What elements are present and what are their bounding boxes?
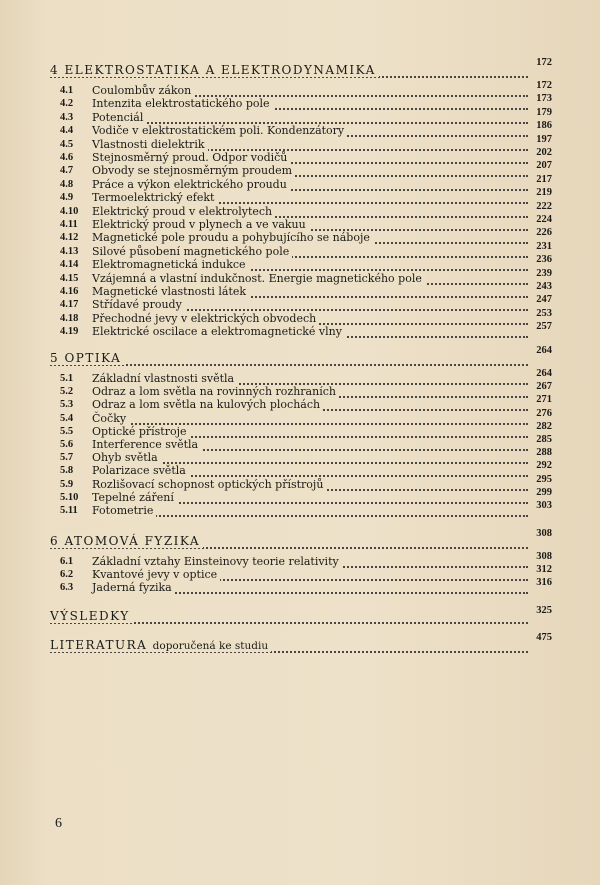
entry-title: Polarizace světla: [92, 464, 189, 478]
chapter-page: 264: [536, 345, 552, 356]
chapter-title: [50, 350, 124, 366]
entry-page: 271: [536, 394, 552, 406]
entry-number: 4.7: [60, 165, 74, 177]
entry-title: Termoelektrický efekt: [92, 191, 217, 205]
entry-page: 224: [536, 214, 552, 225]
entry-title: Fotometrie: [92, 504, 156, 518]
entry-title: Elektrické oscilace a elektromagnetické vlny: [92, 325, 345, 339]
chapter-title: [50, 62, 379, 78]
entry-number: 5.5: [60, 425, 74, 437]
entry-title: Vodiče v elektrostatickém poli. Kondenzátory: [92, 124, 347, 138]
page-number: 6: [55, 816, 62, 831]
entry-number: 4.19: [60, 326, 79, 338]
chapter-number: 5: [50, 351, 60, 365]
toc-entry[interactable]: [0, 500, 600, 518]
entry-number: 4.17: [60, 299, 79, 311]
entry-number: 5.7: [60, 452, 74, 464]
entry-number: 4.2: [60, 98, 74, 110]
entry-number: 4.12: [60, 232, 79, 244]
entry-number: 6.1: [60, 556, 74, 567]
toc-chapter-0[interactable]: [0, 57, 600, 77]
toc-entry[interactable]: [0, 321, 600, 339]
entry-number: 4.3: [60, 111, 74, 123]
entry-page: 282: [536, 420, 552, 432]
entry-page: 202: [536, 147, 552, 158]
entry-page: 197: [536, 133, 552, 145]
entry-page: 288: [536, 447, 552, 459]
entry-number: 5.10: [60, 491, 79, 503]
entry-number: 5.6: [60, 439, 74, 450]
entry-number: 5.11: [60, 505, 78, 516]
entry-title: Práce a výkon elektrického proudu: [92, 178, 290, 192]
entry-number: 4.10: [60, 205, 79, 217]
entry-title: Jaderná fyzika: [92, 581, 175, 595]
toc-literature-page: 475: [536, 632, 552, 643]
toc-results-page: 325: [536, 605, 552, 616]
chapter-number: 6: [50, 534, 60, 548]
entry-title: Intenzita elektrostatického pole: [92, 97, 273, 111]
entry-page: 292: [536, 460, 552, 472]
entry-number: 4.8: [60, 178, 74, 190]
entry-page: 276: [536, 407, 552, 419]
chapter-page: 172: [536, 57, 552, 68]
chapter-name: OPTIKA: [64, 351, 122, 365]
entry-number: 4.13: [60, 245, 79, 257]
entry-title: Čočky: [92, 412, 129, 426]
chapter-number: 4: [50, 63, 60, 77]
entry-number: 4.5: [60, 138, 74, 150]
entry-page: 295: [536, 473, 552, 485]
toc-chapter-1[interactable]: [0, 345, 600, 365]
entry-page: 226: [536, 227, 552, 239]
entry-page: 253: [536, 307, 552, 319]
toc-results-title: VÝSLEDKY: [50, 608, 133, 624]
literature-subtitle: doporučená ke studiu: [152, 640, 269, 652]
chapter-title: [50, 533, 203, 549]
entry-title: Rozlišovací schopnost optických přístrojů: [92, 478, 326, 492]
chapter-name: ELEKTROSTATIKA A ELEKTRODYNAMIKA: [64, 63, 376, 77]
entry-title: Obvody se stejnosměrným proudem: [92, 164, 295, 178]
entry-title: Ohyb světla: [92, 451, 161, 465]
entry-number: 5.4: [60, 412, 74, 424]
literature-heading: LITERATURA: [50, 638, 148, 652]
toc-entry[interactable]: [0, 577, 600, 595]
entry-page: 231: [536, 240, 552, 252]
entry-title: Stejnosměrný proud. Odpor vodičů: [92, 151, 290, 165]
entry-title: Elektrický proud v plynech a ve vakuu: [92, 218, 309, 232]
entry-page: 243: [536, 281, 552, 292]
entry-title: Kvantové jevy v optice: [92, 568, 220, 582]
entry-title: Vzájemná a vlastní indukčnost. Energie magnetického pole: [92, 272, 425, 286]
entry-page: 186: [536, 120, 552, 132]
entry-number: 4.4: [60, 125, 74, 137]
entry-page: 207: [536, 160, 552, 172]
toc-literature-title: [50, 637, 271, 654]
entry-page: 217: [536, 173, 552, 185]
entry-number: 5.1: [60, 373, 74, 384]
entry-title: Coulombův zákon: [92, 84, 194, 98]
entry-title: Interference světla: [92, 438, 201, 452]
entry-page: 219: [536, 187, 552, 199]
entry-title: Elektrický proud v elektrolytech: [92, 205, 275, 219]
entry-number: 5.9: [60, 478, 74, 490]
entry-page: 285: [536, 434, 552, 445]
entry-title: Vlastnosti dielektrik: [92, 138, 208, 152]
entry-number: 4.6: [60, 152, 74, 163]
entry-title: Magnetické vlastnosti látek: [92, 285, 249, 299]
entry-page: 236: [536, 254, 552, 266]
entry-page: 239: [536, 267, 552, 279]
entry-page: 308: [536, 551, 552, 562]
entry-title: Optické přístroje: [92, 425, 190, 439]
entry-page: 172: [536, 80, 552, 91]
entry-page: 303: [536, 500, 552, 511]
entry-page: 179: [536, 106, 552, 118]
entry-page: 316: [536, 577, 552, 589]
entry-title: Silové působení magnetického pole: [92, 245, 292, 259]
entry-title: Střídavé proudy: [92, 298, 185, 312]
entry-title: Magnetické pole proudu a pohybujícího se náboje: [92, 231, 373, 245]
toc-literature[interactable]: [0, 632, 600, 652]
entry-number: 4.15: [60, 272, 79, 284]
entry-title: Odraz a lom světla na kulových plochách: [92, 398, 323, 412]
entry-title: Přechodné jevy v elektrických obvodech: [92, 312, 319, 326]
toc-chapter-2[interactable]: [0, 528, 600, 548]
entry-title: Základní vztahy Einsteinovy teorie relativity: [92, 555, 342, 569]
entry-page: 257: [536, 321, 552, 333]
chapter-name: ATOMOVÁ FYZIKA: [64, 534, 201, 548]
entry-number: 4.11: [60, 219, 78, 230]
entry-number: 6.2: [60, 569, 74, 581]
entry-number: 6.3: [60, 582, 74, 594]
entry-page: 312: [536, 564, 552, 576]
chapter-page: 308: [536, 528, 552, 539]
entry-page: 247: [536, 294, 552, 306]
entry-number: 4.18: [60, 312, 79, 324]
entry-title: Elektromagnetická indukce: [92, 258, 249, 272]
entry-page: 299: [536, 486, 552, 498]
entry-number: 5.3: [60, 399, 74, 411]
entry-title: Tepelné záření: [92, 491, 177, 505]
entry-number: 4.16: [60, 286, 79, 297]
entry-number: 5.2: [60, 386, 74, 398]
entry-title: Odraz a lom světla na rovinných rozhraních: [92, 385, 339, 399]
entry-title: Potenciál: [92, 111, 146, 125]
entry-page: 173: [536, 93, 552, 105]
toc-results[interactable]: [0, 605, 600, 623]
entry-title: Základní vlastnosti světla: [92, 372, 237, 386]
entry-page: 264: [536, 368, 552, 379]
entry-page: 222: [536, 200, 552, 212]
entry-page: 267: [536, 381, 552, 393]
entry-number: 5.8: [60, 465, 74, 477]
entry-number: 4.1: [60, 85, 74, 96]
entry-number: 4.9: [60, 192, 74, 204]
entry-number: 4.14: [60, 259, 79, 271]
